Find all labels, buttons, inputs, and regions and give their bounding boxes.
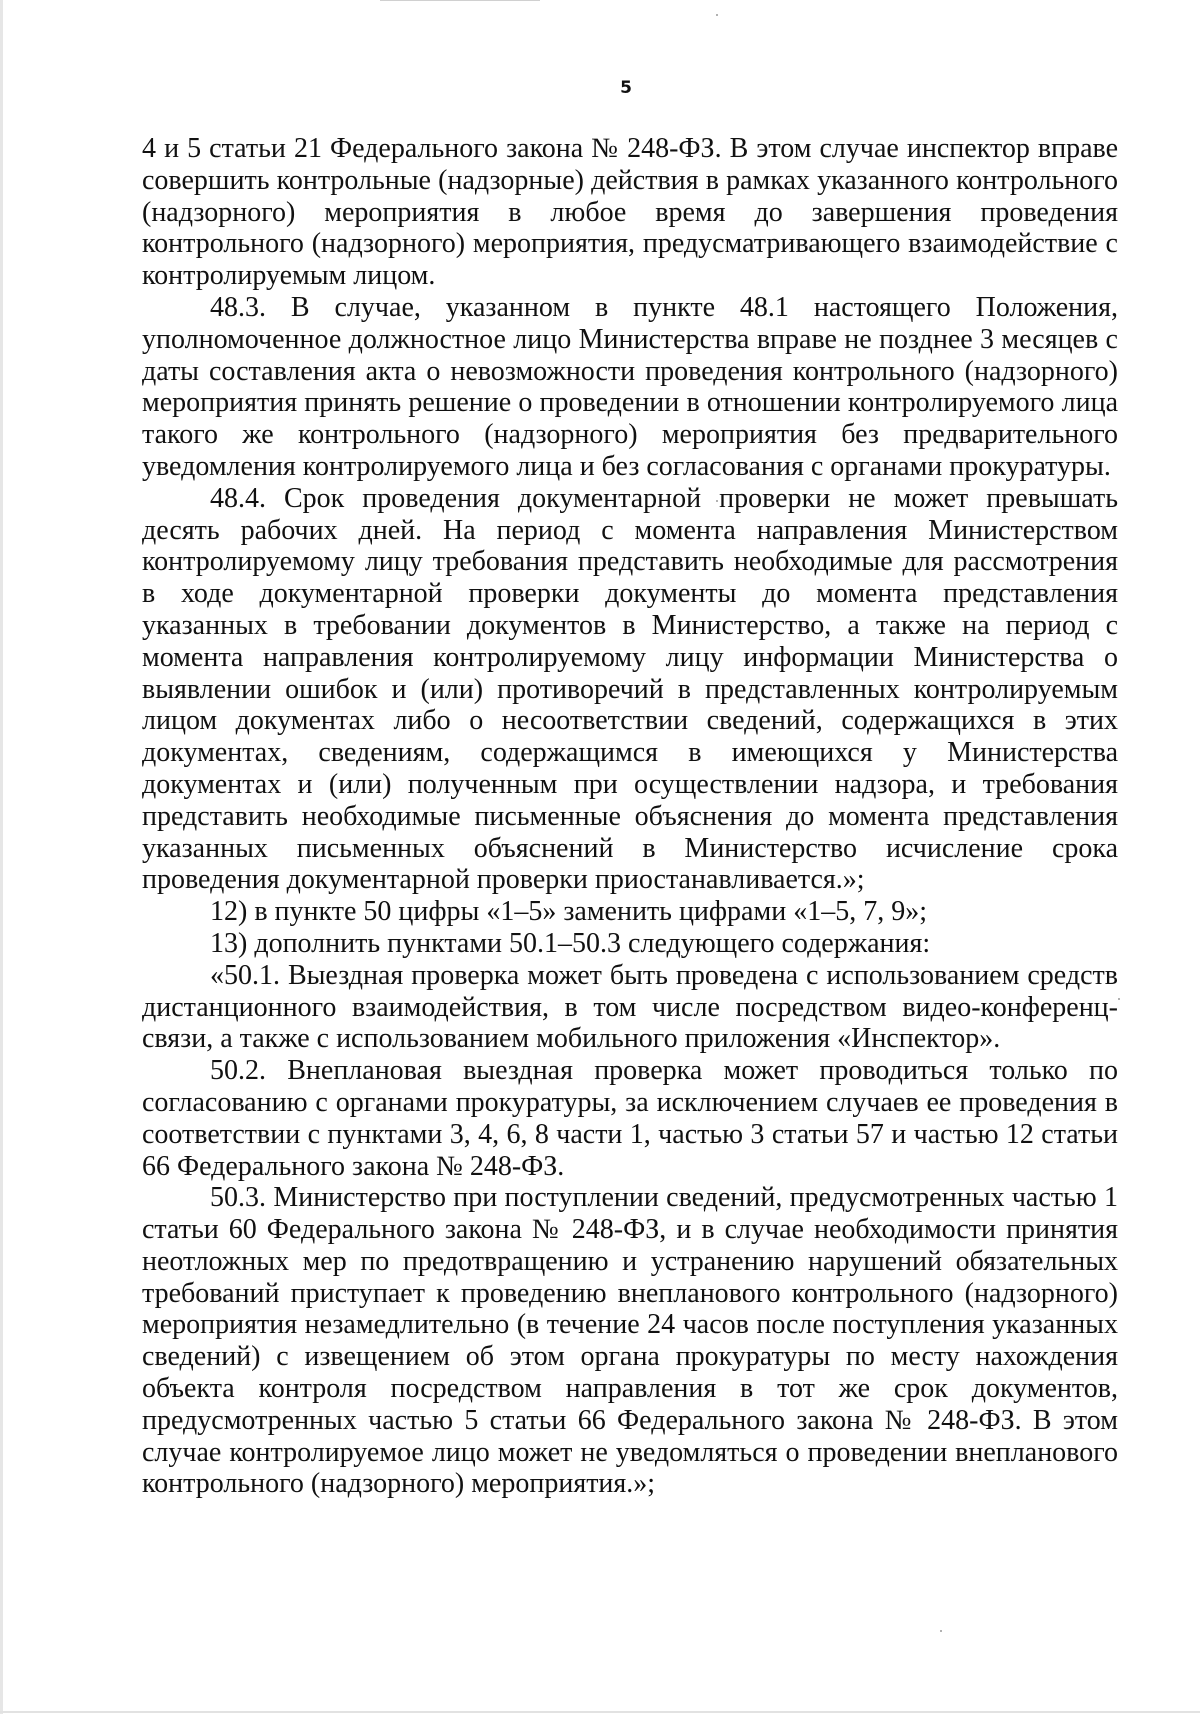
scan-speck	[1118, 998, 1120, 1000]
paragraph-continuation: 4 и 5 статьи 21 Федерального закона № 248-ФЗ. В этом случае инспектор вправе совершить контрольные (надзорные) действия в рамках указанного контрольного (надзорного) мероприятия в любое время до завершения проведения контрольного (надзорного) мероприятия, предусматривающего взаимодействие с контролируемым лицом.	[142, 133, 1118, 292]
scan-edge-bottom	[0, 1711, 1200, 1713]
page-number: 5	[620, 78, 632, 98]
paragraph-48-3: 48.3. В случае, указанном в пункте 48.1 настоящего Положения, уполномоченное должностное лицо Министерства вправе не позднее 3 месяцев с даты составления акта о невозможности проведения контрольного (надзорного) мероприятия принять решение о проведении в отношении контролируемого лица такого же контрольного (надзорного) мероприятия без предварительного уведомления контролируемого лица и без согласования с органами прокуратуры.	[142, 291, 1118, 482]
scan-speck	[716, 14, 718, 16]
scan-edge-left	[0, 0, 3, 1714]
paragraph-50-2: 50.2. Внеплановая выездная проверка может проводиться только по согласованию с органами прокуратуры, за исключением случаев ее проведения в соответствии с пунктами 3, 4, 6, 8 части 1, частью 3 статьи 57 и частью 12 статьи 66 Федерального закона № 248-ФЗ.	[142, 1055, 1118, 1182]
paragraph-48-4: 48.4. Срок проведения документарной проверки не может превышать десять рабочих дней. На период с момента направления Министерством контролируемому лицу требования представить необходимые для рассмотрения в ходе документарной проверки документы до момента представления указанных в требовании документов в Министерство, а также на период с момента направления контролируемому лицу информации Министерства о выявлении ошибок и (или) противоречий в представленных контролируемым лицом документах либо о несоответствии сведений, содержащихся в этих документах, сведениям, содержащимся в имеющихся у Министерства документах и (или) полученным при осуществлении надзора, и требования представить необходимые письменные объяснения до момента представления указанных письменных объяснений в Министерство исчисление срока проведения документарной проверки приостанавливается.»;	[142, 482, 1118, 896]
paragraph-item-12: 12) в пункте 50 цифры «1–5» заменить цифрами «1–5, 7, 9»;	[210, 896, 927, 928]
paragraph-50-3: 50.3. Министерство при поступлении сведений, предусмотренных частью 1 статьи 60 Федерального закона № 248-ФЗ, и в случае необходимости принятия неотложных мер по предотвращению и устранению нарушений обязательных требований приступает к проведению внепланового контрольного (надзорного) мероприятия незамедлительно (в течение 24 часов после поступления указанных сведений) с извещением об этом органа прокуратуры по месту нахождения объекта контроля посредством направления в тот же срок документов, предусмотренных частью 5 статьи 66 Федерального закона № 248-ФЗ. В этом случае контролируемое лицо может не уведомляться о проведении внепланового контрольного (надзорного) мероприятия.»;	[142, 1182, 1118, 1500]
paragraph-item-13: 13) дополнить пунктами 50.1–50.3 следующего содержания:	[210, 927, 931, 959]
scan-edge-top	[380, 0, 540, 1]
paragraph-50-1: «50.1. Выездная проверка может быть проведена с использованием средств дистанционного взаимодействия, в том числе посредством видео-конференц-связи, а также с использованием мобильного приложения «Инспектор».	[142, 959, 1118, 1055]
document-body	[142, 133, 1118, 1500]
scan-speck	[940, 1630, 942, 1632]
